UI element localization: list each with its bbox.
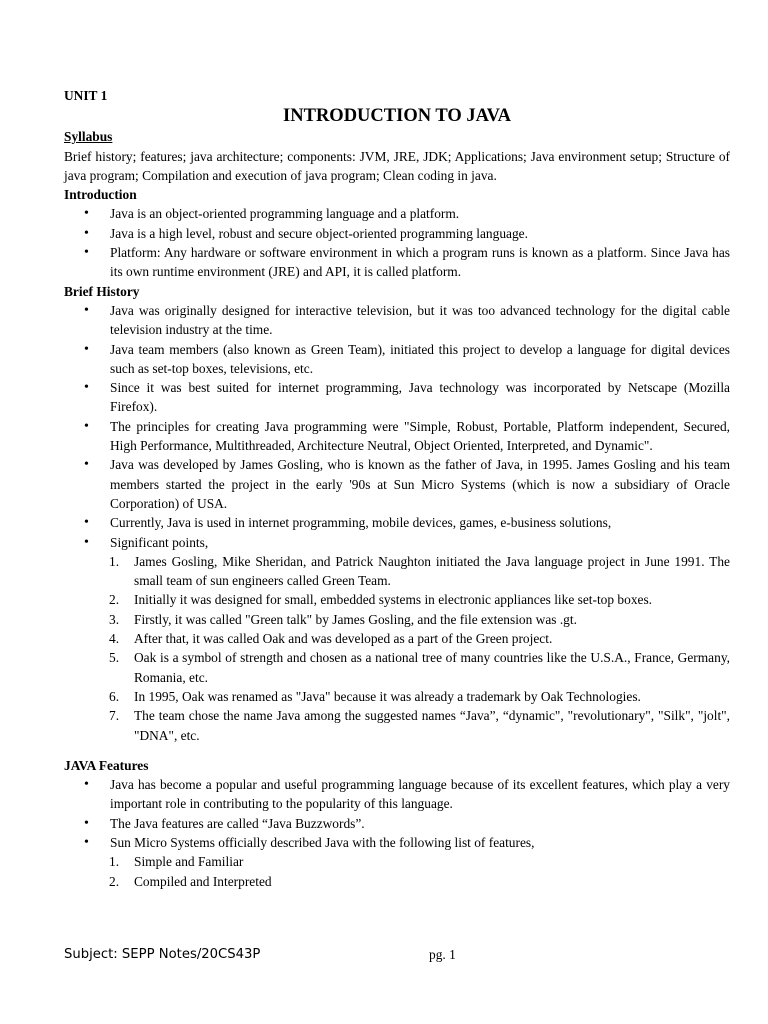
list-item	[64, 610, 730, 629]
list-item: • Significant points,	[64, 533, 730, 552]
item-text: In 1995, Oak was renamed as "Java" because it was already a trademark by Oak Technologies.	[134, 688, 641, 704]
item-number: 2.	[109, 873, 120, 889]
list-item: • Java was originally designed for interactive television, but it was too advanced technology for the digital cable television industry at the time.	[64, 301, 730, 340]
page-number: pg. 1	[429, 947, 456, 962]
introduction-list	[64, 204, 730, 281]
unit-label: UNIT 1	[64, 88, 108, 103]
document-page	[64, 86, 730, 891]
item-text: Compiled and Interpreted	[134, 873, 272, 889]
list-item: • Platform: Any hardware or software environment in which a program runs is known as a platform. Since Java has its own runtime environment (JRE) and API, it is called platform.	[64, 243, 730, 282]
list-item	[64, 648, 730, 687]
list-item: • Java has become a popular and useful programming language because of its excellent features, which play a very important role in contributing to the popularity of this language.	[64, 775, 730, 814]
footer-subject: Subject: SEPP Notes/20CS43P	[64, 947, 261, 962]
list-item	[64, 872, 730, 891]
list-item: • The principles for creating Java programming were "Simple, Robust, Portable, Platform independent, Secured, High Performance, Multithreaded, Architecture Neutral, Object Oriented, Interpreted, and Dynamic".	[64, 417, 730, 456]
syllabus-text: Brief history; features; java architecture; components: JVM, JRE, JDK; Applications; Java environment setup; Structure of java program; Compilation and execution of java program; Clean coding in java.	[64, 148, 730, 183]
brief-history-heading: Brief History	[64, 283, 140, 299]
item-number: 7.	[109, 708, 120, 724]
list-item: • Sun Micro Systems officially described Java with the following list of features,	[64, 833, 730, 852]
list-item	[64, 687, 730, 706]
item-number: 5.	[109, 650, 120, 666]
brief-history-list	[64, 301, 730, 552]
list-item: • Java team members (also known as Green Team), initiated this project to develop a language for digital devices such as set-top boxes, televisions, etc.	[64, 340, 730, 379]
item-text: James Gosling, Mike Sheridan, and Patrick Naughton initiated the Java language project in June 1991. The small team of sun engineers called Green Team.	[134, 553, 730, 589]
page-title: INTRODUCTION TO JAVA	[283, 106, 511, 127]
item-number: 1.	[109, 854, 120, 870]
syllabus-heading: Syllabus	[64, 129, 113, 145]
significant-points-list	[64, 552, 730, 745]
features-list	[64, 775, 730, 852]
item-number: 1.	[109, 553, 120, 569]
item-text: The team chose the name Java among the suggested names “Java”, “dynamic", "revolutionary", "Silk", "jolt", "DNA", etc.	[134, 708, 730, 743]
introduction-heading: Introduction	[64, 187, 137, 203]
features-numbered-list	[64, 852, 730, 891]
item-number: 2.	[109, 592, 120, 608]
list-item	[64, 590, 730, 609]
list-item	[64, 552, 730, 591]
list-item: • The Java features are called “Java Buzzwords”.	[64, 814, 730, 833]
item-text: Initially it was designed for small, embedded systems in electronic appliances like set-top boxes.	[134, 592, 653, 608]
list-item: • Java is a high level, robust and secure object-oriented programming language.	[64, 224, 730, 243]
item-number: 3.	[109, 611, 120, 627]
item-text: Simple and Familiar	[134, 854, 244, 870]
item-text: After that, it was called Oak and was developed as a part of the Green project.	[134, 631, 553, 647]
item-number: 6.	[109, 688, 120, 704]
item-number: 4.	[109, 631, 120, 647]
list-item: • Java was developed by James Gosling, who is known as the father of Java, in 1995. James Gosling and his team members started the project in the early '90s at Sun Micro Systems (which is now a subsidiary of Oracle Corporation) of USA.	[64, 455, 730, 513]
list-item: • Currently, Java is used in internet programming, mobile devices, games, e-business solutions,	[64, 513, 730, 532]
section-spacer	[64, 745, 730, 756]
list-item	[64, 706, 730, 745]
item-text: Oak is a symbol of strength and chosen as a national tree of many countries like the U.S.A., France, Germany, Romania, etc.	[134, 650, 730, 685]
list-item	[64, 852, 730, 871]
list-item	[64, 629, 730, 648]
item-text: Firstly, it was called "Green talk" by James Gosling, and the file extension was .gt.	[134, 611, 577, 627]
list-item: • Since it was best suited for internet programming, Java technology was incorporated by Netscape (Mozilla Firefox).	[64, 378, 730, 417]
java-features-heading: JAVA Features	[64, 757, 149, 773]
page-footer	[64, 947, 730, 967]
list-item: • Java is an object-oriented programming language and a platform.	[64, 204, 730, 223]
